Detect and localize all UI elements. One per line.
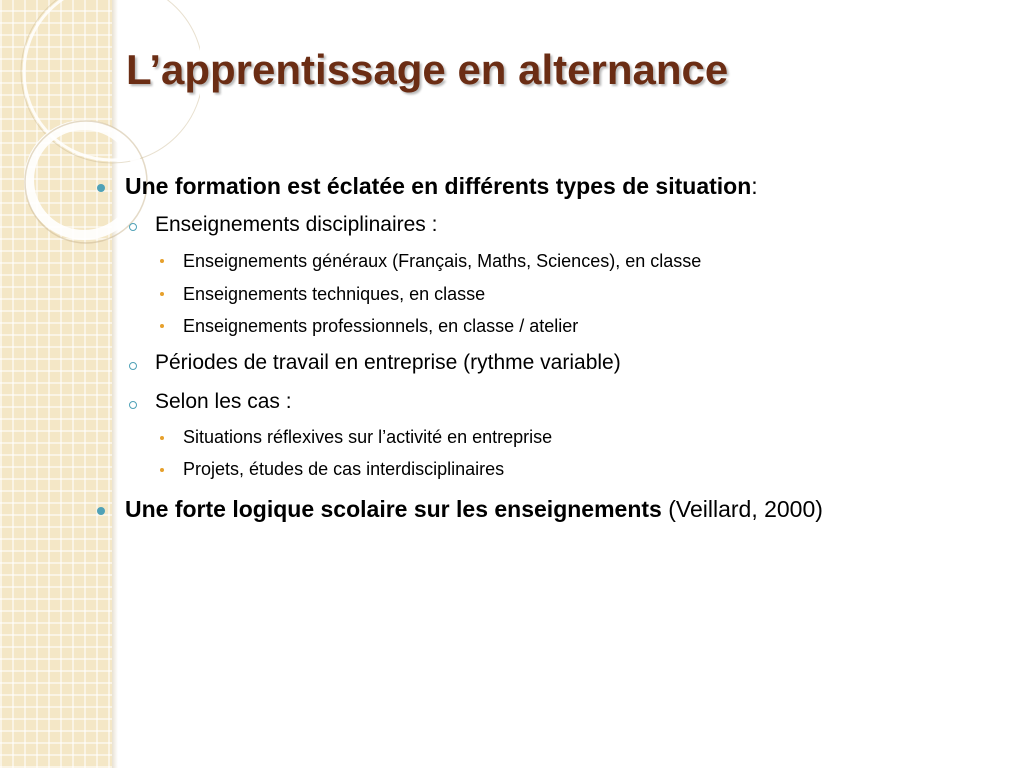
bullet-level2-icon [129,362,137,370]
list-item-level1 [125,173,758,200]
list-item-level3: Projets, études de cas interdisciplinaires [183,459,505,479]
list-item-text: : [751,173,758,199]
bullet-level1-icon [97,184,105,192]
list-item-level3: Enseignements professionnels, en classe / atelier [183,316,579,336]
list-item-level3: Enseignements généraux (Français, Maths, Sciences), en classe [183,251,702,271]
list-item-bold-text: Une formation est éclatée en différents types de situation [125,173,752,199]
list-item-level2: Selon les cas : [155,390,292,413]
list-item-level2: Périodes de travail en entreprise (rythme variable) [155,351,621,374]
bullet-level2-icon [129,223,137,231]
bullet-level1-icon [97,507,105,515]
slide-title: L’apprentissage en alternance [126,46,729,93]
list-item-level3: Enseignements techniques, en classe [183,284,486,304]
bullet-level3-icon [160,259,164,263]
bullet-level3-icon [160,468,164,472]
bullet-level2-icon [129,401,137,409]
list-item-level3: Situations réflexives sur l’activité en entreprise [183,427,553,447]
list-item-bold-text: Une forte logique scolaire sur les enseignements [125,496,662,522]
list-item-level1 [125,496,823,523]
bullet-level3-icon [160,292,164,296]
list-item-level2: Enseignements disciplinaires : [155,213,438,236]
bullet-level3-icon [160,324,164,328]
bullet-level3-icon [160,436,164,440]
list-item-text: (Veillard, 2000) [661,496,823,522]
